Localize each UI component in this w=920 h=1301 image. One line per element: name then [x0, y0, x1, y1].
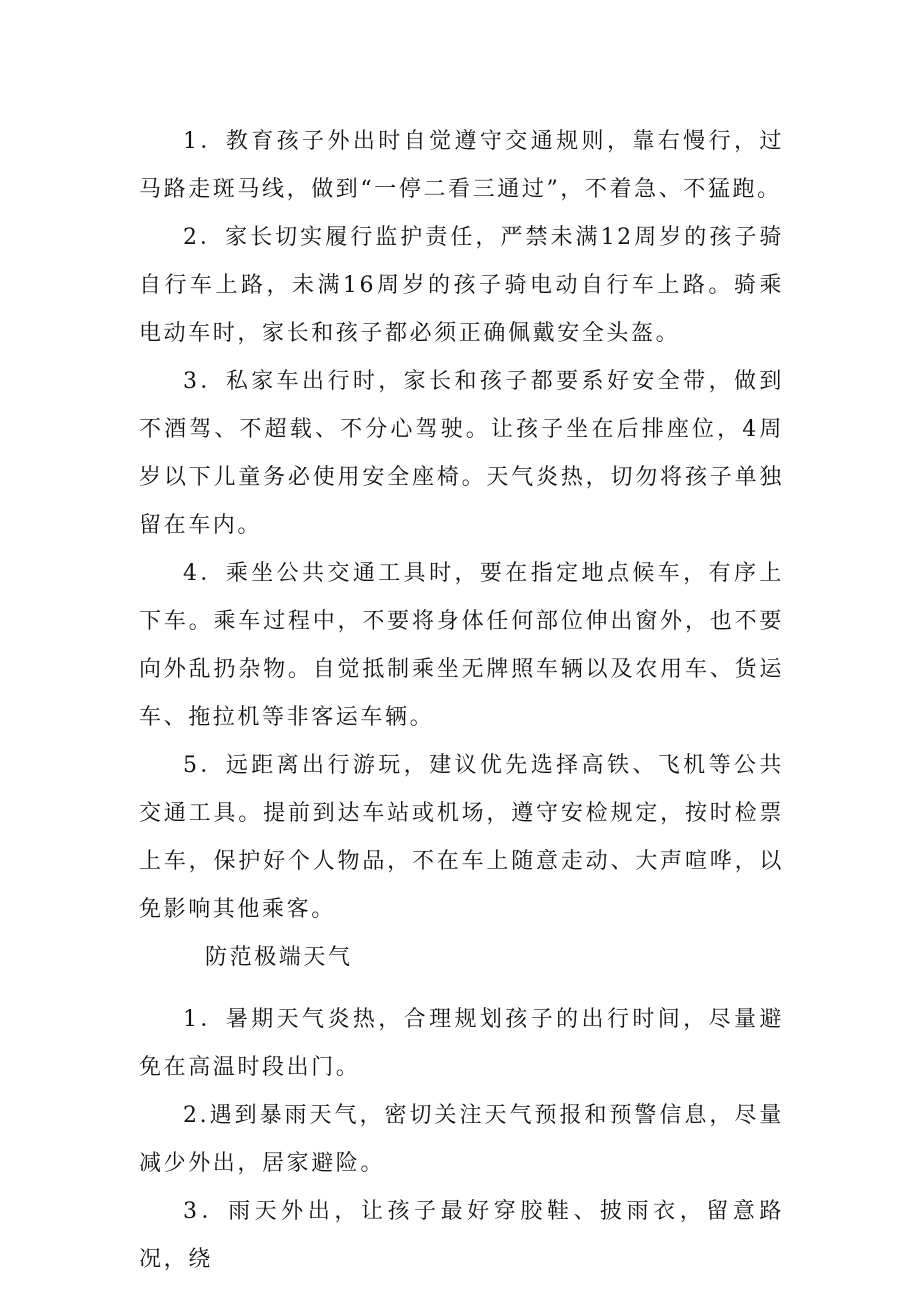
paragraph-traffic-rules: 1．教育孩子外出时自觉遵守交通规则，靠右慢行，过马路走斑马线，做到“一停二看三通过”，不着急、不猛跑。: [139, 129, 784, 202]
document-body: [139, 118, 784, 1284]
paragraph-long-distance-travel: 5．远距离出行游玩，建议优先选择高铁、飞机等公共交通工具。提前到达车站或机场，遵守安检规定，按时检票上车，保护好个人物品，不在车上随意走动、大声喧哗，以免影响其他乘客。: [139, 753, 784, 922]
paragraph-rainstorm: 2.遇到暴雨天气，密切关注天气预报和预警信息，尽量减少外出，居家避险。: [139, 1103, 784, 1176]
paragraph-public-transport: 4．乘坐公共交通工具时，要在指定地点候车，有序上下车。乘车过程中，不要将身体任何部位伸出窗外，也不要向外乱扔杂物。自觉抵制乘坐无牌照车辆以及农用车、货运车、拖拉机等非客运车辆。: [139, 561, 784, 730]
section-heading-extreme-weather: 防范极端天气: [205, 945, 353, 970]
paragraph-guardian-duty: 2．家长切实履行监护责任，严禁未满12周岁的孩子骑自行车上路，未满16周岁的孩子骑电动自行车上路。骑乘电动车时，家长和孩子都必须正确佩戴安全头盔。: [139, 225, 784, 346]
paragraph-heat: 1．暑期天气炎热，合理规划孩子的出行时间，尽量避免在高温时段出门。: [139, 1007, 784, 1080]
paragraph-private-car: 3．私家车出行时，家长和孩子都要系好安全带，做到不酒驾、不超载、不分心驾驶。让孩子坐在后排座位，4周岁以下儿童务必使用安全座椅。天气炎热，切勿将孩子单独留在车内。: [139, 369, 784, 538]
paragraph-rainy-outing: 3．雨天外出，让孩子最好穿胶鞋、披雨衣，留意路况，绕: [139, 1199, 784, 1272]
